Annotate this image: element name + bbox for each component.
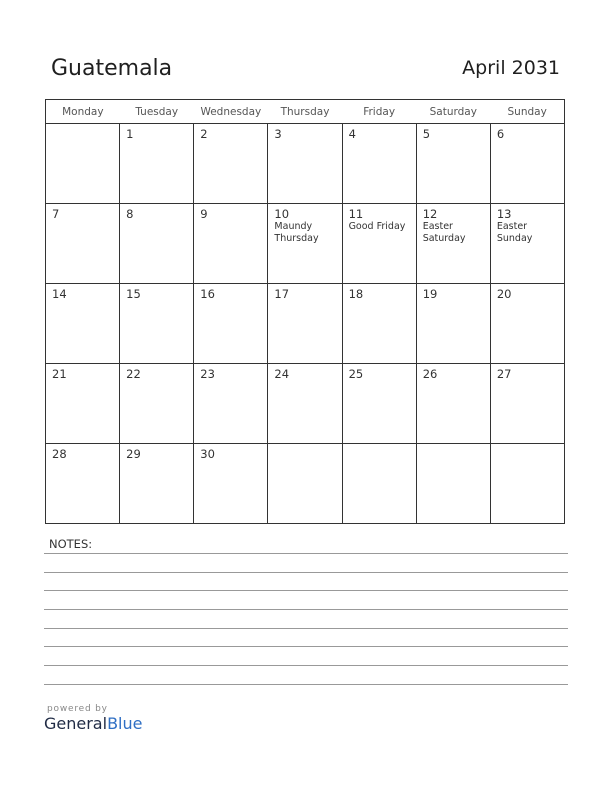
day-number: 25 [348, 367, 364, 381]
day-number: 17 [274, 287, 290, 301]
day-cell [490, 444, 564, 524]
day-number: 22 [126, 367, 141, 381]
notes-line [44, 665, 568, 666]
day-cell [120, 204, 194, 284]
day-number: 30 [200, 447, 215, 461]
day-number: 7 [52, 207, 60, 221]
calendar-country-title: Guatemala [51, 56, 173, 81]
weekday-header: Tuesday [120, 100, 194, 124]
day-number: 15 [126, 287, 141, 301]
weekday-header: Monday [46, 100, 120, 124]
weekday-header: Sunday [490, 100, 564, 124]
notes-line [44, 628, 568, 629]
day-cell [342, 284, 416, 364]
day-number: 8 [126, 207, 134, 221]
day-cell [268, 124, 342, 204]
day-number: 19 [422, 287, 438, 301]
day-cell [194, 444, 268, 524]
day-cell [46, 444, 120, 524]
day-number: 10 [274, 207, 290, 221]
day-cell [268, 204, 342, 284]
day-cell [490, 124, 564, 204]
day-number: 2 [200, 127, 208, 141]
day-cell [194, 364, 268, 444]
day-cell [490, 364, 564, 444]
day-cell [46, 204, 120, 284]
brand-logo [44, 715, 142, 733]
week-row [46, 444, 565, 524]
day-number: 27 [496, 367, 512, 381]
weekday-header: Saturday [416, 100, 490, 124]
day-cell [46, 364, 120, 444]
day-cell [46, 284, 120, 364]
notes-line [44, 590, 568, 591]
footer-branding [44, 704, 142, 733]
day-number: 12 [422, 207, 438, 221]
day-number: 26 [422, 367, 438, 381]
day-cell [342, 204, 416, 284]
day-cell [490, 284, 564, 364]
day-number: 21 [52, 367, 67, 381]
notes-line [44, 572, 568, 573]
day-cell [46, 124, 120, 204]
day-number: 9 [200, 207, 208, 221]
day-cell [120, 284, 194, 364]
day-number: 20 [496, 287, 512, 301]
day-number: 5 [422, 127, 431, 141]
day-cell [342, 444, 416, 524]
day-number: 29 [126, 447, 141, 461]
day-cell [268, 444, 342, 524]
brand-name-blue: Blue [107, 714, 143, 733]
week-row [46, 364, 565, 444]
day-cell [194, 204, 268, 284]
weekday-header: Wednesday [194, 100, 268, 124]
day-cell [342, 124, 416, 204]
day-number: 24 [274, 367, 290, 381]
holiday-label: Easter Sunday [496, 221, 533, 244]
day-cell [416, 124, 490, 204]
notes-label: NOTES: [49, 537, 93, 551]
powered-by-text: powered by [47, 704, 108, 714]
holiday-label: Maundy Thursday [274, 221, 319, 244]
calendar-month-year: April 2031 [462, 57, 560, 79]
day-number: 23 [200, 367, 215, 381]
day-number: 1 [126, 127, 134, 141]
day-cell [490, 204, 564, 284]
day-cell [416, 284, 490, 364]
notes-line [44, 609, 568, 610]
weekday-header: Thursday [268, 100, 342, 124]
day-cell [194, 124, 268, 204]
weekday-header-row [46, 100, 565, 124]
holiday-label: Good Friday [348, 221, 406, 232]
day-cell [120, 124, 194, 204]
day-number: 4 [348, 127, 356, 141]
day-number: 13 [496, 207, 512, 221]
notes-line [44, 684, 568, 685]
calendar-grid [45, 99, 565, 524]
day-number: 14 [52, 287, 67, 301]
day-cell [416, 444, 490, 524]
day-cell [120, 444, 194, 524]
day-number: 3 [274, 127, 282, 141]
week-row [46, 204, 565, 284]
day-cell [416, 364, 490, 444]
day-cell [416, 204, 490, 284]
week-row [46, 124, 565, 204]
day-number: 16 [200, 287, 215, 301]
day-number: 18 [348, 287, 364, 301]
notes-line [44, 553, 568, 554]
day-cell [268, 364, 342, 444]
day-cell [342, 364, 416, 444]
day-cell [194, 284, 268, 364]
day-number: 11 [348, 207, 364, 221]
day-cell [120, 364, 194, 444]
day-number: 6 [496, 127, 505, 141]
weekday-header: Friday [342, 100, 416, 124]
holiday-label: Easter Saturday [422, 221, 466, 244]
notes-line [44, 646, 568, 647]
day-cell [268, 284, 342, 364]
brand-name-general: General [44, 714, 108, 733]
day-number: 28 [52, 447, 67, 461]
week-row [46, 284, 565, 364]
